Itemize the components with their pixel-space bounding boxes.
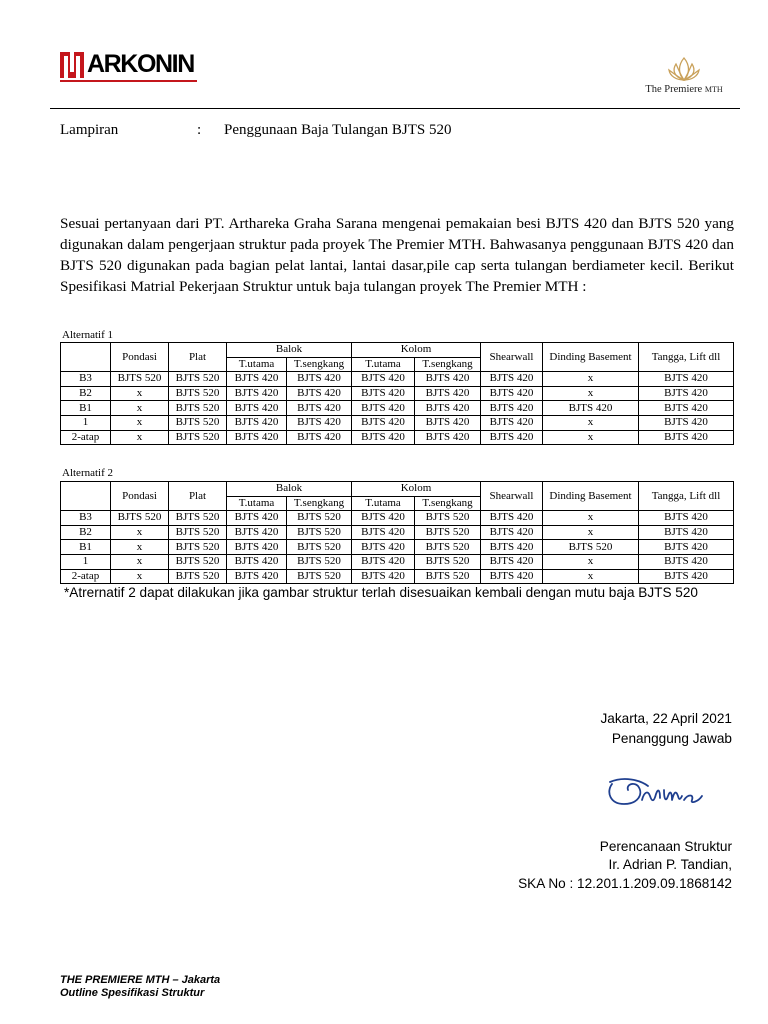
table-row	[61, 540, 734, 555]
table-cell: BJTS 420	[227, 525, 287, 540]
table-cell: BJTS 420	[352, 415, 415, 430]
table-cell: B3	[61, 511, 111, 526]
table-cell: BJTS 420	[227, 511, 287, 526]
department: Perencanaan Struktur	[599, 839, 732, 854]
table-cell: BJTS 520	[169, 525, 227, 540]
table-cell: BJTS 420	[415, 401, 481, 416]
table-cell: x	[111, 430, 169, 445]
header-divider	[50, 108, 740, 109]
table-row	[61, 401, 734, 416]
table-cell: BJTS 420	[639, 401, 734, 416]
attachment-value: Penggunaan Baja Tulangan BJTS 520	[224, 122, 452, 138]
mth-logo-suffix: MTH	[704, 85, 723, 94]
attachment-colon: :	[197, 122, 202, 138]
arkonin-logo	[60, 52, 200, 82]
table-cell: BJTS 420	[352, 430, 415, 445]
table-cell: x	[543, 386, 639, 401]
table-cell: B1	[61, 540, 111, 555]
table-cell: BJTS 420	[481, 386, 543, 401]
header-kolom-t-utama: T.utama	[352, 496, 415, 511]
table-cell: BJTS 520	[169, 415, 227, 430]
table-cell: BJTS 520	[415, 540, 481, 555]
table-cell: BJTS 420	[415, 386, 481, 401]
table-cell: x	[111, 386, 169, 401]
table-cell: BJTS 420	[481, 415, 543, 430]
table-cell: BJTS 520	[543, 540, 639, 555]
header-plat: Plat	[169, 343, 227, 372]
table-cell: 1	[61, 554, 111, 569]
place-date: Jakarta, 22 April 2021	[600, 711, 732, 726]
ska-number: SKA No : 12.201.1.209.09.1868142	[518, 876, 732, 891]
table-header-row	[61, 482, 734, 497]
table-cell: x	[111, 525, 169, 540]
table-cell: BJTS 520	[169, 401, 227, 416]
table-cell: BJTS 420	[415, 372, 481, 387]
table-cell: BJTS 420	[352, 372, 415, 387]
header-kolom: Kolom	[352, 343, 481, 358]
table-cell: BJTS 420	[481, 554, 543, 569]
table-cell: BJTS 420	[481, 372, 543, 387]
table-cell: BJTS 420	[352, 554, 415, 569]
table-cell: x	[543, 430, 639, 445]
table-cell: x	[111, 540, 169, 555]
table-cell: BJTS 420	[415, 415, 481, 430]
table-cell: BJTS 420	[639, 554, 734, 569]
table-cell: BJTS 420	[227, 372, 287, 387]
table-row	[61, 569, 734, 584]
header-shearwall: Shearwall	[481, 343, 543, 372]
alternative-2-table	[60, 481, 734, 584]
table-row	[61, 554, 734, 569]
table-cell: BJTS 420	[639, 511, 734, 526]
table-row	[61, 430, 734, 445]
header-balok: Balok	[227, 343, 352, 358]
table-cell: BJTS 420	[352, 401, 415, 416]
table-cell: 1	[61, 415, 111, 430]
premiere-mth-logo-text	[636, 84, 732, 95]
table-cell: BJTS 420	[415, 430, 481, 445]
table-cell: x	[543, 569, 639, 584]
table-cell: B2	[61, 525, 111, 540]
table-cell: BJTS 420	[481, 525, 543, 540]
table-header-row	[61, 343, 734, 358]
table-cell: x	[543, 554, 639, 569]
alternative-2-title: Alternatif 2	[62, 467, 114, 479]
table-cell: BJTS 520	[169, 569, 227, 584]
table-cell: BJTS 420	[481, 511, 543, 526]
table-cell: x	[543, 525, 639, 540]
header-balok-t-utama: T.utama	[227, 357, 287, 372]
table-row	[61, 511, 734, 526]
table-cell: BJTS 520	[169, 372, 227, 387]
header-floor	[61, 343, 111, 372]
header-dinding-basement: Dinding Basement	[543, 343, 639, 372]
table-cell: BJTS 520	[111, 511, 169, 526]
table-cell: BJTS 520	[287, 511, 352, 526]
table-cell: BJTS 520	[169, 540, 227, 555]
table-cell: BJTS 520	[415, 554, 481, 569]
header-tangga: Tangga, Lift dll	[639, 343, 734, 372]
table-cell: BJTS 420	[639, 430, 734, 445]
table-cell: BJTS 520	[169, 511, 227, 526]
table-cell: x	[111, 401, 169, 416]
alternative-1-table	[60, 342, 734, 445]
logo-underline	[60, 80, 197, 82]
signer-name: Ir. Adrian P. Tandian,	[608, 857, 732, 872]
header-balok-t-sengkang: T.sengkang	[287, 357, 352, 372]
table-cell: x	[111, 554, 169, 569]
alternative-note: *Atrernatif 2 dapat dilakukan jika gambar struktur terlah disesuaikan kembali dengan mutu baja BJTS 520	[64, 585, 698, 600]
arkonin-logo-text: ARKONIN	[87, 50, 194, 78]
table-cell: BJTS 420	[287, 386, 352, 401]
table-cell: BJTS 420	[352, 511, 415, 526]
table-cell: BJTS 420	[287, 401, 352, 416]
table-cell: BJTS 520	[415, 569, 481, 584]
table-cell: BJTS 520	[287, 569, 352, 584]
header-kolom: Kolom	[352, 482, 481, 497]
table-cell: x	[111, 415, 169, 430]
table-cell: BJTS 420	[543, 401, 639, 416]
table-row	[61, 415, 734, 430]
table-cell: BJTS 420	[352, 525, 415, 540]
footer-project: THE PREMIERE MTH – Jakarta	[60, 974, 221, 986]
header-balok-t-sengkang: T.sengkang	[287, 496, 352, 511]
header-pondasi: Pondasi	[111, 343, 169, 372]
table-cell: BJTS 420	[639, 386, 734, 401]
table-cell: BJTS 420	[287, 415, 352, 430]
table-cell: BJTS 520	[169, 430, 227, 445]
table-cell: BJTS 420	[227, 540, 287, 555]
table-cell: BJTS 520	[169, 386, 227, 401]
responsible-role: Penanggung Jawab	[611, 731, 732, 746]
premiere-mth-logo	[636, 56, 732, 98]
table-cell: BJTS 420	[352, 386, 415, 401]
table-row	[61, 386, 734, 401]
header-kolom-t-sengkang: T.sengkang	[415, 357, 481, 372]
table-cell: BJTS 520	[287, 540, 352, 555]
table-cell: BJTS 420	[287, 430, 352, 445]
arkonin-logo-mark-icon	[60, 52, 84, 78]
table-cell: BJTS 520	[111, 372, 169, 387]
table-cell: BJTS 420	[227, 569, 287, 584]
table-cell: BJTS 420	[481, 430, 543, 445]
intro-paragraph: Sesuai pertanyaan dari PT. Arthareka Graha Sarana mengenai pemakaian besi BJTS 420 dan BJTS 520 yang digunakan dalam pengerjaan struktur pada proyek The Premier MTH. Bahwasanya penggunaan BJTS 420 dan BJTS 520 digunakan pada bagian pelat lantai, lantai dasar,pile cap serta tulangan berdiameter kecil. Berikut Spesifikasi Matrial Pekerjaan Struktur untuk baja tulangan proyek The Premier MTH :	[60, 215, 734, 295]
table-cell: x	[543, 511, 639, 526]
table-cell: BJTS 420	[227, 415, 287, 430]
table-cell: x	[111, 569, 169, 584]
premiere-logo-name: The Premiere	[645, 84, 703, 95]
header-plat: Plat	[169, 482, 227, 511]
table-cell: BJTS 420	[352, 540, 415, 555]
header-dinding-basement: Dinding Basement	[543, 482, 639, 511]
table-cell: BJTS 420	[481, 540, 543, 555]
table-cell: BJTS 420	[639, 540, 734, 555]
table-cell: BJTS 420	[639, 569, 734, 584]
table-row	[61, 525, 734, 540]
header-floor	[61, 482, 111, 511]
table-cell: BJTS 420	[227, 554, 287, 569]
table-cell: BJTS 420	[639, 372, 734, 387]
table-cell: B2	[61, 386, 111, 401]
table-cell: 2-atap	[61, 569, 111, 584]
header-balok-t-utama: T.utama	[227, 496, 287, 511]
document-footer	[60, 974, 220, 1000]
header-balok: Balok	[227, 482, 352, 497]
header-tangga: Tangga, Lift dll	[639, 482, 734, 511]
table-cell: BJTS 420	[639, 525, 734, 540]
table-cell: BJTS 420	[639, 415, 734, 430]
table-cell: BJTS 520	[287, 554, 352, 569]
table-cell: B1	[61, 401, 111, 416]
table-row	[61, 372, 734, 387]
table-cell: BJTS 420	[227, 386, 287, 401]
table-cell: x	[543, 415, 639, 430]
table-cell: BJTS 420	[481, 569, 543, 584]
table-cell: BJTS 520	[169, 554, 227, 569]
alternative-1-title: Alternatif 1	[62, 329, 114, 341]
table-cell: B3	[61, 372, 111, 387]
table-cell: x	[543, 372, 639, 387]
table-cell: BJTS 520	[287, 525, 352, 540]
table-cell: BJTS 420	[227, 430, 287, 445]
header-shearwall: Shearwall	[481, 482, 543, 511]
attachment-label: Lampiran	[60, 122, 119, 138]
table-cell: BJTS 420	[481, 401, 543, 416]
table-cell: BJTS 420	[227, 401, 287, 416]
table-cell: BJTS 520	[415, 511, 481, 526]
header-kolom-t-sengkang: T.sengkang	[415, 496, 481, 511]
header-kolom-t-utama: T.utama	[352, 357, 415, 372]
footer-doc-title: Outline Spesifikasi Struktur	[60, 987, 205, 999]
table-cell: BJTS 420	[287, 372, 352, 387]
signature-image	[604, 770, 714, 816]
table-cell: BJTS 420	[352, 569, 415, 584]
lotus-icon	[664, 56, 704, 84]
header-pondasi: Pondasi	[111, 482, 169, 511]
table-cell: 2-atap	[61, 430, 111, 445]
table-cell: BJTS 520	[415, 525, 481, 540]
